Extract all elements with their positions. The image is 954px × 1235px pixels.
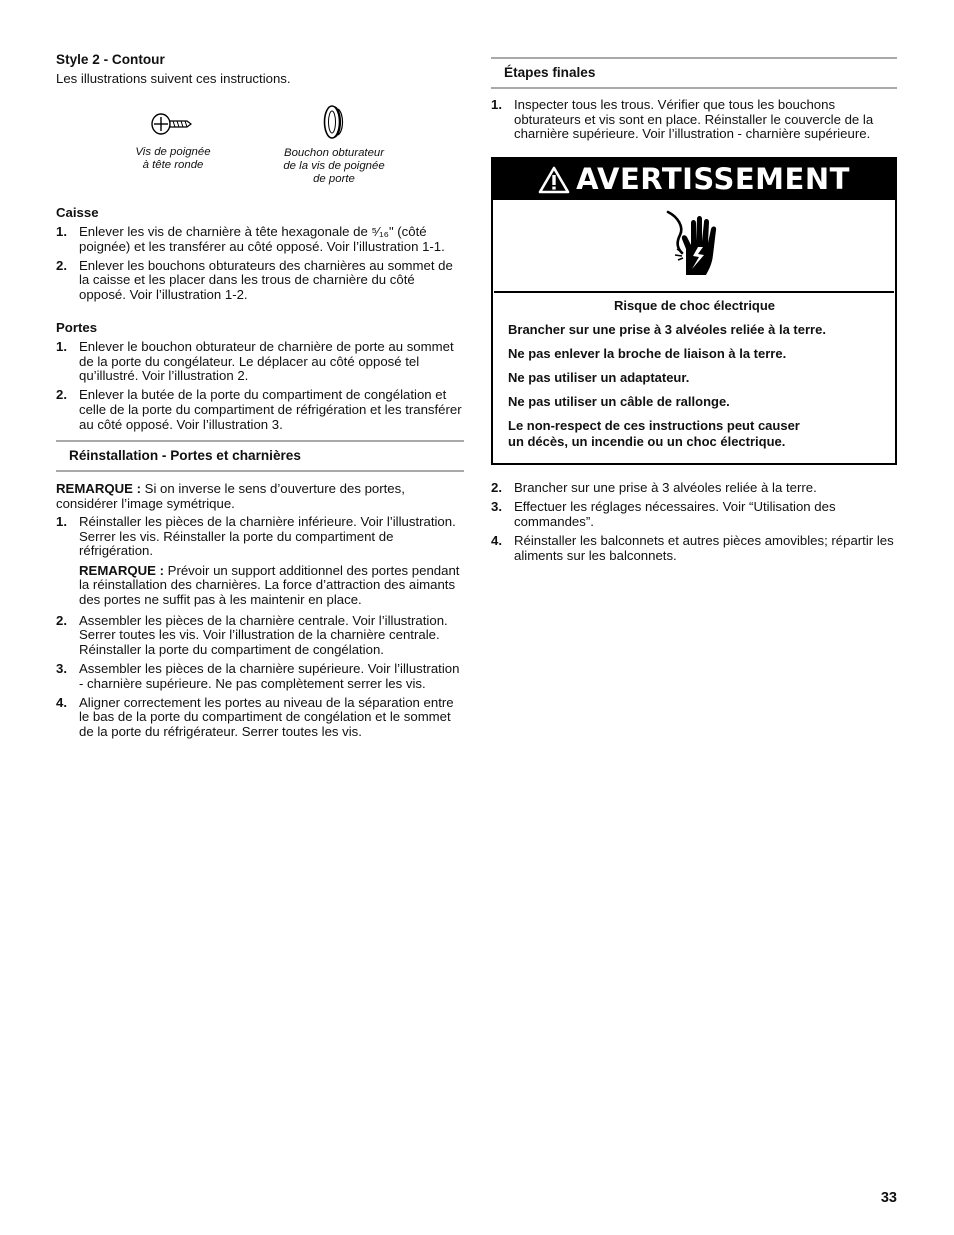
- list-item: [491, 481, 897, 496]
- figure-caption-line: de la vis de poignée: [283, 160, 385, 173]
- warning-line: Brancher sur une prise à 3 alvéoles reliée à la terre.: [508, 321, 826, 337]
- electric-shock-hand-icon: [664, 209, 724, 283]
- page-number: 33: [880, 1190, 897, 1206]
- list-item-number: 1.: [56, 224, 67, 239]
- list-item-text: Réinstaller les pièces de la charnière inférieure. Voir l’illustration. Serrer les vis. Réinstaller la porte du compartiment de réfrigération.: [79, 514, 456, 559]
- list-item-number: 4.: [56, 694, 67, 710]
- list-item-text: Assembler les pièces de la charnière supérieure. Voir l’illustration - charnière supérieure. Ne pas complètement serrer les vis.: [79, 660, 460, 691]
- figure-caption-line: Vis de poignée: [135, 146, 211, 158]
- warning-box: [491, 157, 897, 465]
- list-item-text: Aligner correctement les portes au niveau de la séparation entre le bas de la porte du compartiment de congélation et le sommet de la porte du réfrigérateur. Serrer toutes les vis.: [79, 694, 454, 739]
- warning-line: Ne pas utiliser un câble de rallonge.: [508, 393, 730, 409]
- list-item-number: 2.: [491, 480, 502, 495]
- list-item-number: 2.: [56, 387, 67, 403]
- intro-text: Les illustrations suivent ces instructions.: [56, 71, 291, 86]
- list-item-text: Enlever la butée de la porte du compartiment de congélation et celle de la porte du compartiment de réfrigération et les transférer au côté opposé. Voir l’illustration 3.: [79, 387, 462, 432]
- list-item-number: 2.: [56, 257, 67, 273]
- list-item-number: 3.: [56, 660, 67, 676]
- warning-line: Ne pas enlever la broche de liaison à la terre.: [508, 345, 787, 361]
- section-heading-reinstallation: Réinstallation - Portes et charnières: [56, 440, 464, 472]
- list-item: [56, 515, 464, 608]
- warning-line: Ne pas utiliser un adaptateur.: [508, 369, 690, 385]
- list-item: [56, 388, 464, 432]
- final-steps-list-top: [491, 98, 897, 146]
- list-item-text: Réinstaller les balconnets et autres pièces amovibles; répartir les aliments sur les balconnets.: [514, 532, 894, 563]
- figure-caption-line: à tête ronde: [142, 159, 204, 172]
- list-item: [491, 98, 897, 142]
- figure-caption-line: de porte: [313, 173, 355, 186]
- warning-triangle-icon: [538, 166, 570, 194]
- caisse-list: [56, 225, 464, 307]
- list-item: [56, 225, 464, 254]
- reinstall-list: [56, 515, 464, 744]
- list-item-number: 3.: [491, 499, 502, 515]
- warning-header: [493, 159, 895, 200]
- list-item: [491, 500, 897, 529]
- remark-label: REMARQUE :: [56, 481, 141, 496]
- list-item-number: 2.: [56, 612, 67, 628]
- figure-handle-screw: [118, 111, 228, 172]
- portes-list: [56, 340, 464, 437]
- warning-consequence-line: Le non-respect de ces instructions peut causer: [508, 417, 800, 433]
- warning-risk: Risque de choc électrique: [613, 298, 776, 313]
- warning-consequence: [508, 419, 881, 449]
- list-item-number: 1.: [56, 514, 67, 529]
- section-heading-etapes-finales: Étapes finales: [491, 57, 897, 89]
- list-item-text: Enlever le bouchon obturateur de charnière de porte au sommet de la porte du congélateur. Le déplacer au côté opposé tel qu’illustré. Voir l’illustration 2.: [79, 339, 454, 384]
- list-item-text: Enlever les vis de charnière à tête hexagonale de ⁵⁄₁₆" (côté poignée) et les transférer au côté opposé. Voir l’illustration 1-1.: [79, 224, 445, 254]
- warning-consequence-line: un décès, un incendie ou un choc électrique.: [508, 433, 786, 449]
- plug-button-icon: [322, 103, 346, 141]
- note-label: REMARQUE :: [79, 562, 164, 578]
- remark-paragraph: [56, 482, 464, 511]
- list-item: [56, 614, 464, 658]
- final-steps-list-bottom: [491, 481, 897, 568]
- list-item: [56, 340, 464, 384]
- list-item-text: Inspecter tous les trous. Vérifier que tous les bouchons obturateurs et vis sont en place. Réinstaller le couvercle de la charnière supérieure. Voir l’illustration - charnière supérieure.: [514, 97, 874, 142]
- remark-text: Si on inverse le sens d’ouverture des portes, considérer l’image symétrique.: [56, 481, 405, 511]
- list-item-number: 1.: [56, 339, 67, 354]
- list-item-number: 1.: [491, 97, 502, 112]
- list-item-text: Enlever les bouchons obturateurs des charnières au sommet de la caisse et les placer dans les trous de charnière du côté opposé. Voir l’illustration 1-2.: [79, 257, 453, 302]
- warning-icon-area: [494, 200, 894, 293]
- warning-title: AVERTISSEMENT: [576, 162, 850, 197]
- list-item-number: 4.: [491, 532, 502, 548]
- subheading-caisse: Caisse: [56, 205, 99, 220]
- figure-caption-line: Bouchon obturateur: [283, 147, 385, 159]
- section-heading-style-2: Style 2 - Contour: [56, 52, 165, 67]
- warning-text: [493, 293, 895, 449]
- list-item-text: Brancher sur une prise à 3 alvéoles reliée à la terre.: [514, 480, 817, 495]
- subheading-portes: Portes: [56, 320, 98, 335]
- list-item: [491, 534, 897, 563]
- item-note: [79, 564, 464, 608]
- list-item: [56, 662, 464, 691]
- round-head-screw-icon: [151, 111, 195, 137]
- list-item: [56, 259, 464, 303]
- note-text: Prévoir un support additionnel des portes pendant la réinstallation des charnières. La force d’attraction des aimants des portes ne suffit pas à les maintenir en place.: [79, 562, 460, 607]
- list-item-text: Assembler les pièces de la charnière centrale. Voir l’illustration. Serrer toutes les vis. Voir l’illustration de la charnière centrale. Réinstaller la porte du compartiment de congélation.: [79, 612, 448, 657]
- figure-plug-button: [274, 103, 394, 187]
- list-item: [56, 696, 464, 740]
- list-item-text: Effectuer les réglages nécessaires. Voir “Utilisation des commandes”.: [514, 499, 836, 529]
